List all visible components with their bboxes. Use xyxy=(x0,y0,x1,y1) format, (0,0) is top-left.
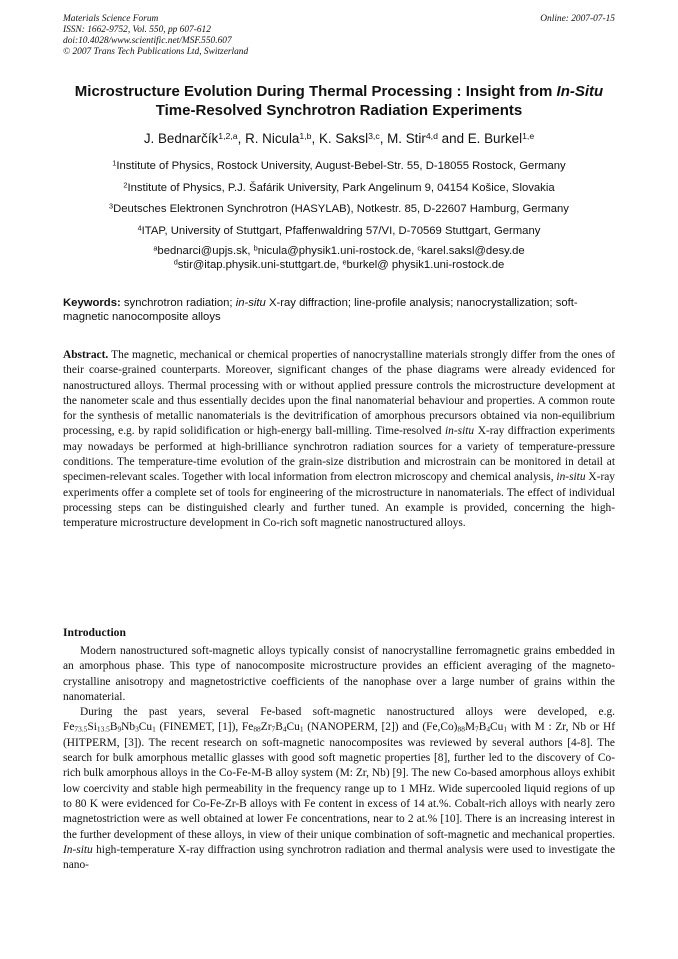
email-address[interactable]: burkel@ physik1.uni-rostock.de xyxy=(346,258,505,271)
paragraph: Modern nanostructured soft-magnetic alloys typically consist of nanocrystalline ferromagnetic grains embedded in an amorphous phase. This type of nanocomposite microstructure provides an efficient averaging of the magneto-crystalline anisotropy and magnetostrictive coefficients of the nanophase over a large number of grains within the nanomaterial. xyxy=(63,645,615,703)
journal-issn: ISSN: 1662-9752, Vol. 550, pp 607-612 xyxy=(63,25,211,35)
chemical-formula xyxy=(457,721,507,733)
formula-subscript: 4 xyxy=(282,724,287,734)
author-list xyxy=(63,130,615,147)
paragraph-text: During the past years, several Fe-based soft-magnetic nanostructured alloys were developed, e.g. xyxy=(80,706,615,719)
formula-element: M xyxy=(464,721,476,734)
email-sup: e xyxy=(342,257,347,267)
formula-element: Fe xyxy=(241,721,254,734)
formula-element: B xyxy=(109,721,118,734)
email-address[interactable]: stir@itap.physik.uni-stuttgart.de, xyxy=(177,258,343,271)
abstract-text: in-situ xyxy=(556,471,586,484)
paragraph-text: (NANOPERM, [2]) and (Fe,Co) xyxy=(303,721,458,734)
email-address[interactable]: bednarci@upjs.sk, xyxy=(157,245,254,257)
affiliation-text: Institute of Physics, P.J. Šafárik University, Park Angelinum 9, 04154 Košice, Slovakia xyxy=(127,181,555,194)
affiliation-text: ITAP, University of Stuttgart, Pfaffenwaldring 57/VI, D-70569 Stuttgart, Germany xyxy=(141,224,541,237)
affiliation-sup: 4 xyxy=(137,223,142,233)
keywords-text: X-ray diffraction; line-profile analysis; nanocrystallization; soft-magnetic nanocomposite alloys xyxy=(63,297,578,323)
author-sep: , xyxy=(311,131,319,146)
formula-subscript: 3 xyxy=(135,724,139,734)
abstract-text: X-ray diffraction experiments may nowadays be performed at high-brilliance synchrotron radiation sources for a variety of temperature-pressure conditions. The temperature-time evolution of the grain-size distribution and microstrain can be monitored in detail at specimen-relevant scales. Together with local information from electron microscopy and chemical analysis, xyxy=(63,425,615,484)
formula-subscript: 1 xyxy=(299,724,304,734)
journal-doi: doi:10.4028/www.scientific.net/MSF.550.607 xyxy=(63,36,232,46)
email-sup: a xyxy=(153,243,158,253)
abstract-label: Abstract. xyxy=(63,349,109,361)
formula-element: Fe xyxy=(63,721,75,734)
author-sup: 1,2,a xyxy=(218,131,238,142)
affiliation-sup: 2 xyxy=(123,180,128,190)
author-name: J. Bednarčík xyxy=(143,131,219,146)
keywords-text: synchrotron radiation; xyxy=(120,297,236,309)
keywords-text: in-situ xyxy=(235,297,266,309)
email-line-2 xyxy=(63,259,615,273)
formula-subscript: 7 xyxy=(475,724,479,734)
affiliation-item xyxy=(63,221,615,243)
formula-subscript: 1 xyxy=(152,724,156,734)
formula-element: Zr xyxy=(260,721,272,734)
introduction-body xyxy=(63,644,615,873)
author-sep: , xyxy=(379,131,388,146)
formula-subscript: 88 xyxy=(457,724,465,734)
email-list xyxy=(63,245,615,272)
formula-element: Cu xyxy=(138,721,153,734)
author-sup: 4,d xyxy=(425,131,438,142)
affiliation-text: Deutsches Elektronen Synchrotron (HASYLAB), Notkestr. 85, D-22607 Hamburg, Germany xyxy=(113,203,569,215)
formula-element: B xyxy=(275,721,283,734)
author-sup: 1,b xyxy=(299,131,312,142)
journal-copyright: © 2007 Trans Tech Publications Ltd, Switzerland xyxy=(63,47,249,57)
paragraph-text: high-temperature X-ray diffraction using synchrotron radiation and thermal analysis were used to investigate the nano- xyxy=(63,843,615,872)
author-sep: and xyxy=(437,131,468,146)
paragraph-text: (FINEMET, [1]), xyxy=(155,721,242,734)
paper-title xyxy=(63,82,615,120)
formula-element: Si xyxy=(87,721,97,734)
abstract-text: X-ray experiments offer a complete set of tools for engineering of the microstructure in nanomaterials. The effect of individual processing steps can be distinguished clearly and further tuned. An example is provided, concerning the high-temperature microstructure development in Co-rich soft magnetic nanostructured alloys. xyxy=(63,471,615,530)
formula-element: Cu xyxy=(286,721,300,734)
formula-element: B xyxy=(478,721,487,734)
email-address[interactable]: nicula@physik1.uni-rostock.de, xyxy=(257,245,418,257)
formula-element: Cu xyxy=(490,721,504,734)
abstract-text: in-situ xyxy=(445,425,475,438)
abstract xyxy=(63,348,615,532)
affiliation-sup: 3 xyxy=(109,201,114,211)
paragraph-text: In-situ xyxy=(63,843,93,856)
online-date: Online: 2007-07-15 xyxy=(540,14,615,24)
formula-subscript: 73.5 xyxy=(74,724,88,734)
formula-element: Nb xyxy=(121,721,136,734)
title-part-1: Microstructure Evolution During Thermal Processing : Insight from xyxy=(74,83,557,100)
affiliation-item xyxy=(63,156,615,178)
author-name: M. Stir xyxy=(387,131,426,146)
formula-subscript: 9 xyxy=(117,724,122,734)
email-line-1 xyxy=(63,245,615,259)
affiliation-item xyxy=(63,199,615,221)
affiliation-text: Institute of Physics, Rostock University, August-Bebel-Str. 55, D-18055 Rostock, Germany xyxy=(116,160,566,172)
formula-subscript: 7 xyxy=(271,724,276,734)
formula-subscript: 4 xyxy=(486,724,491,734)
section-heading-introduction: Introduction xyxy=(63,626,126,639)
email-sup: d xyxy=(173,257,178,267)
chemical-formula xyxy=(63,721,156,733)
formula-subscript: 13.5 xyxy=(96,724,110,734)
email-sup: c xyxy=(417,243,422,253)
abstract-text: The magnetic, mechanical or chemical properties of nanocrystalline materials strongly differ from the ones of their coarse-grained counterparts. Moreover, significant changes of the phase diagrams were already evidenced for nanostructured alloys. Thermal processing with or without applied pressure controls the microstructure development at the nanometer scale and thus essentially decides upon the final nanomaterial behaviour and properties. A common route for the synthesis of metallic nanomaterials is the devitrification of amorphous precursors obtained via non-equilibrium processing, e.g. by rapid solidification or high-energy ball-milling. Time-resolved xyxy=(63,349,615,438)
affiliation-sup: 1 xyxy=(112,158,117,168)
title-part-2: In-Situ xyxy=(556,83,604,100)
email-address[interactable]: karel.saksl@desy.de xyxy=(421,245,525,257)
formula-subscript: 88 xyxy=(253,724,261,734)
author-name: E. Burkel xyxy=(467,131,523,146)
affiliation-item xyxy=(63,178,615,200)
affiliation-list xyxy=(63,156,615,242)
keywords-label: Keywords: xyxy=(63,297,121,309)
journal-header xyxy=(63,14,615,58)
author-name: K. Saksl xyxy=(318,131,369,146)
chemical-formula xyxy=(242,721,304,733)
paragraph-text: with M : Zr, Nb or Hf (HITPERM, [3]). The recent research on soft-magnetic nanocomposites was reviewed by several authors [4-8]. The search for bulk amorphous metallic glasses with good soft magnetic properties [8], further led to the discovery of Co-rich bulk amorphous alloys in the Co-Fe-M-B alloy system (M: Zr, Nb) [9]. The new Co-based amorphous alloys exhibit low coercivity and stable high permeability in the frequency range up to 1 MHz. Wide supercooled liquid regions of up to 80 K were evidenced for Co-Fe-Zr-B alloys with Fe content in excess of 14 at.%. Cobalt-rich alloys with nearly zero magnetostriction were as well obtained at lower Fe concentrations, near to 2 at.% [10]. There is an increasing interest in the further development of these alloys, in view of their unique combination of soft-magnetic and mechanical properties. xyxy=(63,721,615,841)
formula-subscript: 1 xyxy=(503,724,508,734)
author-sup: 1,e xyxy=(522,131,535,142)
author-name: R. Nicula xyxy=(245,131,300,146)
keywords xyxy=(63,296,615,324)
email-sup: b xyxy=(253,243,258,253)
author-sep: , xyxy=(237,131,246,146)
title-part-3: Time-Resolved Synchrotron Radiation Experiments xyxy=(155,102,523,119)
journal-name: Materials Science Forum xyxy=(63,14,159,24)
paragraph xyxy=(63,705,615,873)
author-sup: 3,c xyxy=(368,131,380,142)
